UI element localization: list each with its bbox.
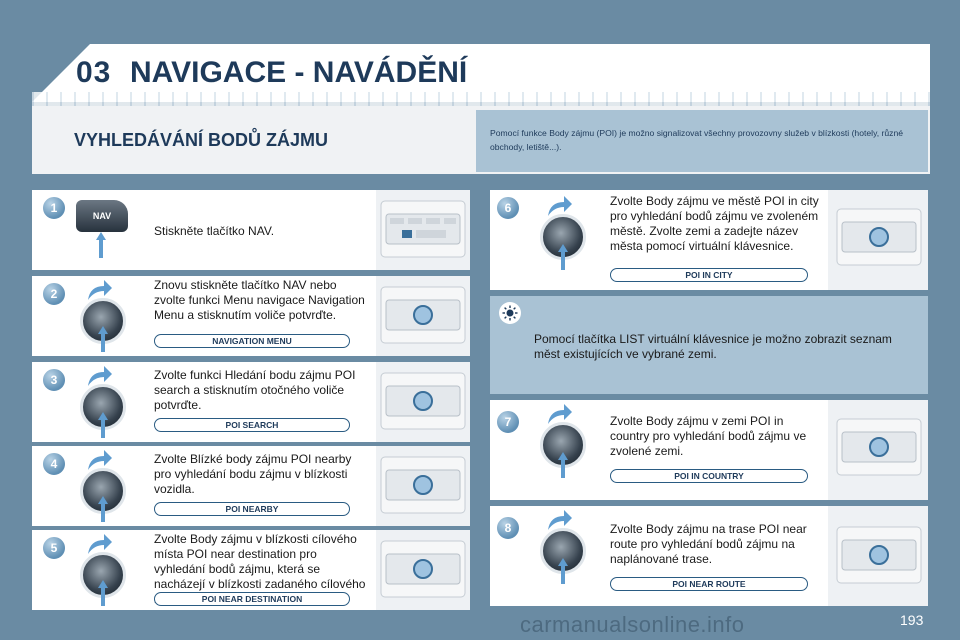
step-text-1: Stiskněte tlačítko NAV. xyxy=(154,224,275,238)
menu-label-pill: POI IN CITY xyxy=(610,268,808,282)
radio-unit-icon xyxy=(380,286,466,344)
step-badge-5: 5 xyxy=(42,536,66,560)
step-text-8: Zvolte Body zájmu na trase POI near route pro vyhledání bodů zájmu na naplánované trase. xyxy=(610,522,807,566)
step-text-6: Zvolte Body zájmu ve městě POI in city pro vyhledání bodů zájmu ve zvoleném městě. Zvolte zemi a zadejte název města pomocí virtuální klávesnice. xyxy=(610,194,819,253)
push-arrow-icon xyxy=(98,496,108,522)
step-badge-2: 2 xyxy=(42,282,66,306)
radio-unit-icon xyxy=(836,526,922,584)
header-stripes xyxy=(32,92,930,106)
section-intro: Pomocí funkce Body zájmu (POI) je možno signalizovat všechny provozovny služeb v blízkosti (hotely, různé obchody, letiště...). xyxy=(490,128,903,152)
nav-button-icon: NAV xyxy=(76,200,128,232)
menu-label-pill: POI SEARCH xyxy=(154,418,350,432)
push-arrow-icon xyxy=(98,412,108,438)
step-badge-3: 3 xyxy=(42,368,66,392)
step-badge-1: 1 xyxy=(42,196,66,220)
step-text-4: Zvolte Blízké body zájmu POI nearby pro vyhledání bodu zájmu v blízkosti vozidla. xyxy=(154,452,352,496)
lightbulb-glyph xyxy=(502,305,518,321)
step-badge-4: 4 xyxy=(42,452,66,476)
watermark: carmanualsonline.info xyxy=(520,612,745,637)
radio-unit-icon xyxy=(380,200,466,258)
section-title: VYHLEDÁVÁNÍ BODŮ ZÁJMU xyxy=(74,130,329,150)
menu-label-pill: POI NEAR DESTINATION xyxy=(154,592,350,606)
step-text-2: Znovu stiskněte tlačítko NAV nebo zvolte funkci Menu navigace Navigation Menu a stisknutím voliče potvrďte. xyxy=(154,278,365,322)
chapter-number: 03 xyxy=(76,56,112,89)
push-arrow-icon xyxy=(98,326,108,352)
step-text-7: Zvolte Body zájmu v zemi POI in country pro vyhledání bodů zájmu ve zvolené zemi. xyxy=(610,414,807,458)
step-text-5: Zvolte Body zájmu v blízkosti cílového místa POI near destination pro vyhledání bodů zájmu, která se nacházejí v blízkosti zadaného cílového xyxy=(154,532,366,591)
step-badge-6: 6 xyxy=(496,196,520,220)
lightbulb-icon xyxy=(499,302,521,324)
menu-label-pill: POI IN COUNTRY xyxy=(610,469,808,483)
radio-unit-icon xyxy=(380,372,466,430)
push-arrow-icon xyxy=(558,452,568,478)
radio-unit-icon xyxy=(836,418,922,476)
menu-label-pill: POI NEARBY xyxy=(154,502,350,516)
step-badge-7: 7 xyxy=(496,410,520,434)
push-arrow-icon xyxy=(96,232,106,258)
push-arrow-icon xyxy=(558,244,568,270)
radio-unit-icon xyxy=(380,456,466,514)
radio-unit-icon xyxy=(836,208,922,266)
step-badge-8: 8 xyxy=(496,516,520,540)
tip-text: Pomocí tlačítka LIST virtuální klávesnice je možno zobrazit seznam měst existujících ve vybrané zemi. xyxy=(534,332,892,361)
page-number: 193 xyxy=(900,612,924,628)
radio-unit-icon xyxy=(380,540,466,598)
menu-label-pill: POI NEAR ROUTE xyxy=(610,577,808,591)
page-title: NAVIGACE - NAVÁDĚNÍ xyxy=(130,56,468,89)
step-text-3: Zvolte funkci Hledání bodu zájmu POI search a stisknutím otočného voliče potvrďte. xyxy=(154,368,356,412)
menu-label-pill: NAVIGATION MENU xyxy=(154,334,350,348)
push-arrow-icon xyxy=(558,558,568,584)
push-arrow-icon xyxy=(98,580,108,606)
